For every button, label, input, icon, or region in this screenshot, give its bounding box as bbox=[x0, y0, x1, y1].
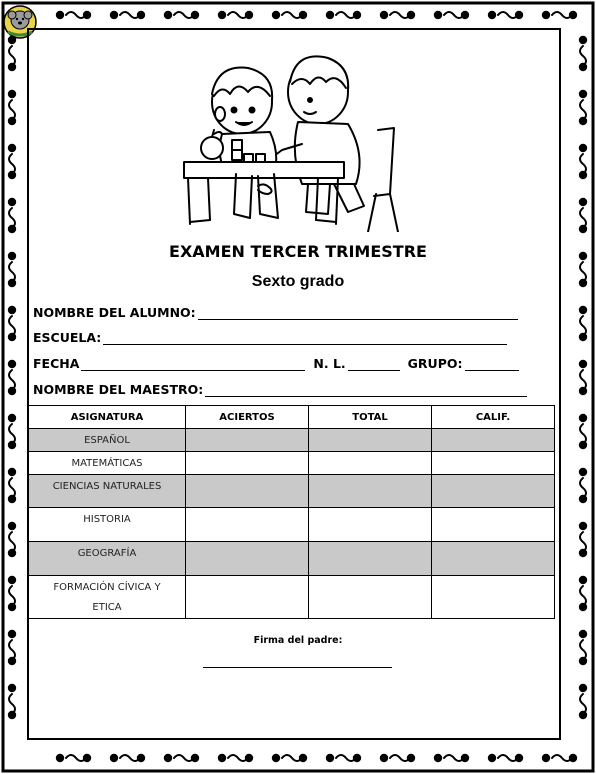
border-dot bbox=[489, 12, 495, 18]
subject-cell: MATEMÁTICAS bbox=[29, 452, 186, 475]
group-label: GRUPO: bbox=[407, 356, 463, 371]
total-cell[interactable] bbox=[309, 452, 432, 475]
border-dot bbox=[580, 307, 586, 313]
border-dot bbox=[9, 685, 15, 691]
group-line[interactable] bbox=[465, 358, 519, 371]
exam-title: EXAMEN TERCER TRIMESTRE bbox=[169, 242, 427, 261]
date-group-row bbox=[33, 356, 519, 371]
grade-cell[interactable] bbox=[432, 508, 555, 542]
border-dot bbox=[580, 577, 586, 583]
border-dot bbox=[543, 12, 549, 18]
border-dot bbox=[9, 469, 15, 475]
grade-subtitle: Sexto grado bbox=[251, 273, 345, 290]
border-dot bbox=[435, 755, 441, 761]
school-line[interactable] bbox=[103, 332, 507, 345]
total-cell[interactable] bbox=[309, 576, 432, 619]
list-number-label: N. L. bbox=[313, 356, 346, 371]
student-name-line[interactable] bbox=[198, 307, 518, 320]
table-header-row bbox=[29, 406, 555, 429]
border-dot bbox=[165, 12, 171, 18]
score-cell[interactable] bbox=[186, 429, 309, 452]
teacher-name-field[interactable] bbox=[33, 382, 527, 397]
score-cell[interactable] bbox=[186, 475, 309, 508]
parent-signature-line[interactable] bbox=[203, 667, 392, 668]
teacher-name-line[interactable] bbox=[205, 384, 527, 397]
border-dot bbox=[580, 91, 586, 97]
border-dot bbox=[543, 755, 549, 761]
subject-cell: GEOGRAFÍA bbox=[29, 542, 186, 576]
border-dot bbox=[580, 685, 586, 691]
score-cell[interactable] bbox=[186, 576, 309, 619]
border-dot bbox=[273, 12, 279, 18]
two-kids-at-desk-icon bbox=[178, 44, 414, 232]
subject-line-2: ETICA bbox=[92, 602, 122, 613]
border-dot bbox=[580, 523, 586, 529]
border-dot bbox=[580, 199, 586, 205]
border-dot bbox=[9, 307, 15, 313]
column-header: ACIERTOS bbox=[186, 406, 309, 429]
border-dot bbox=[580, 415, 586, 421]
border-dot bbox=[165, 755, 171, 761]
parent-signature-label: Firma del padre: bbox=[253, 635, 343, 646]
border-dot bbox=[9, 199, 15, 205]
border-dot bbox=[580, 469, 586, 475]
grade-cell[interactable] bbox=[432, 475, 555, 508]
border-dot bbox=[9, 523, 15, 529]
border-dot bbox=[9, 415, 15, 421]
border-dot bbox=[57, 12, 63, 18]
subject-cell: CIENCIAS NATURALES bbox=[29, 475, 186, 508]
total-cell[interactable] bbox=[309, 475, 432, 508]
table-row bbox=[29, 429, 555, 452]
grade-cell[interactable] bbox=[432, 429, 555, 452]
date-line[interactable] bbox=[81, 358, 305, 371]
grades-table bbox=[28, 405, 555, 619]
date-label: FECHA bbox=[33, 356, 80, 371]
border-dot bbox=[219, 12, 225, 18]
subject-cell: ESPAÑOL bbox=[29, 429, 186, 452]
subject-cell bbox=[29, 576, 186, 619]
total-cell[interactable] bbox=[309, 429, 432, 452]
border-dot bbox=[111, 755, 117, 761]
grade-cell[interactable] bbox=[432, 542, 555, 576]
grade-cell[interactable] bbox=[432, 452, 555, 475]
border-dot bbox=[273, 755, 279, 761]
border-dot bbox=[9, 145, 15, 151]
column-header: ASIGNATURA bbox=[29, 406, 186, 429]
score-cell[interactable] bbox=[186, 508, 309, 542]
border-dot bbox=[9, 577, 15, 583]
table-row bbox=[29, 542, 555, 576]
subject-cell: HISTORIA bbox=[29, 508, 186, 542]
table-row bbox=[29, 475, 555, 508]
border-dot bbox=[580, 361, 586, 367]
border-dot bbox=[327, 12, 333, 18]
column-header: CALIF. bbox=[432, 406, 555, 429]
total-cell[interactable] bbox=[309, 508, 432, 542]
school-label: ESCUELA: bbox=[33, 330, 102, 345]
table-row bbox=[29, 508, 555, 542]
grade-cell[interactable] bbox=[432, 576, 555, 619]
school-field[interactable] bbox=[33, 330, 507, 345]
border-dot bbox=[580, 37, 586, 43]
border-dot bbox=[580, 145, 586, 151]
student-name-field[interactable] bbox=[33, 305, 518, 320]
border-dot bbox=[489, 755, 495, 761]
score-cell[interactable] bbox=[186, 542, 309, 576]
border-dot bbox=[381, 12, 387, 18]
border-dot bbox=[381, 755, 387, 761]
total-cell[interactable] bbox=[309, 542, 432, 576]
list-number-line[interactable] bbox=[348, 358, 400, 371]
subject-line-1: FORMACIÓN CÍVICA Y bbox=[53, 582, 161, 593]
table-row bbox=[29, 576, 555, 619]
border-dot bbox=[327, 755, 333, 761]
teacher-name-label: NOMBRE DEL MAESTRO: bbox=[33, 382, 204, 397]
border-dot bbox=[57, 755, 63, 761]
border-dot bbox=[9, 91, 15, 97]
table-row bbox=[29, 452, 555, 475]
border-dot bbox=[219, 755, 225, 761]
score-cell[interactable] bbox=[186, 452, 309, 475]
border-dot bbox=[435, 12, 441, 18]
border-dot bbox=[111, 12, 117, 18]
border-dot bbox=[9, 361, 15, 367]
student-name-label: NOMBRE DEL ALUMNO: bbox=[33, 305, 196, 320]
column-header: TOTAL bbox=[309, 406, 432, 429]
